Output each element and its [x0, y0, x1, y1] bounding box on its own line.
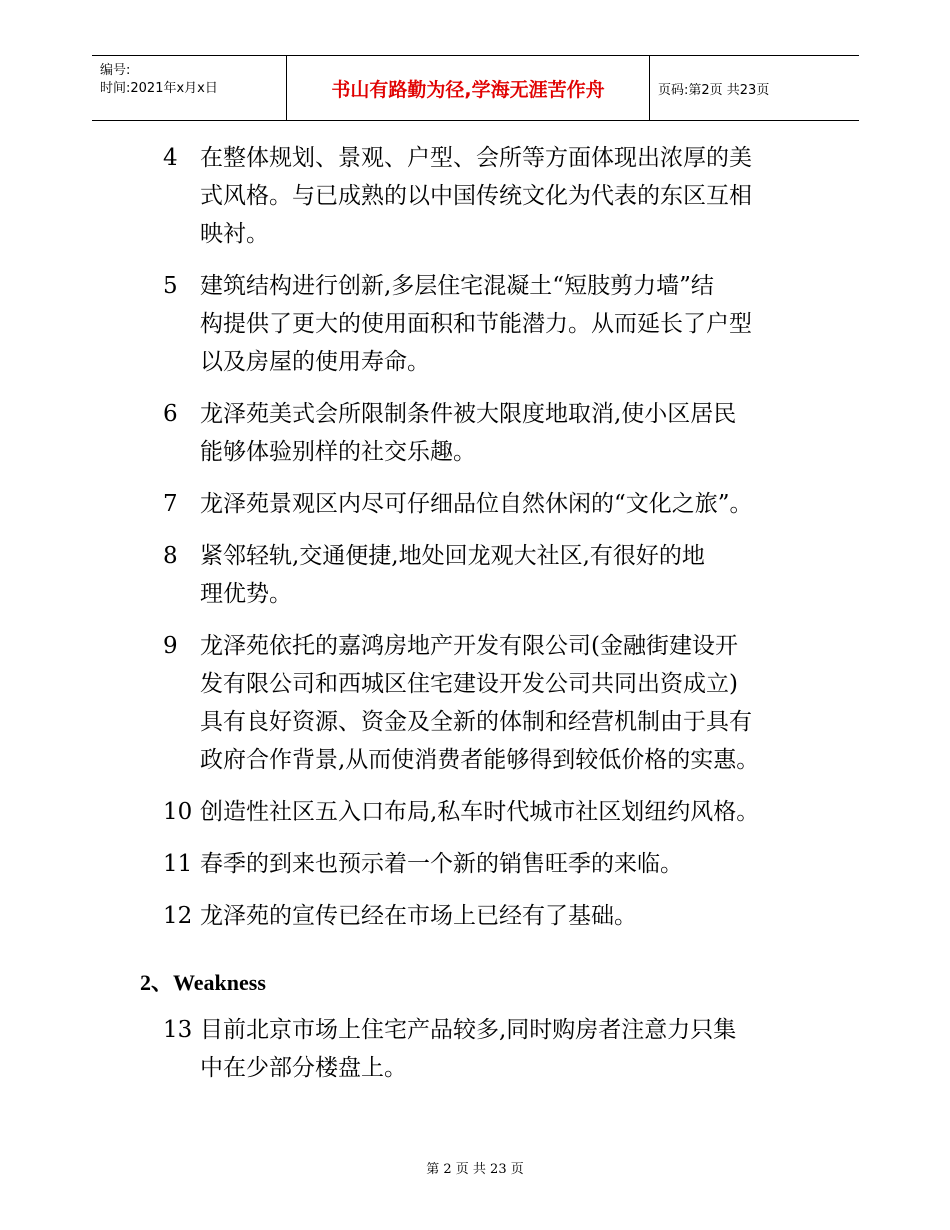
- item-text-line: 建筑结构进行创新,多层住宅混凝土“短肢剪力墙”结: [200, 273, 714, 299]
- item-text-line: 政府合作背景,从而使消费者能够得到较低价格的实惠。: [200, 747, 760, 773]
- item-text-line: 龙泽苑美式会所限制条件被大限度地取消,使小区居民: [200, 401, 737, 427]
- item-text-line: 具有良好资源、资金及全新的体制和经营机制由于具有: [200, 709, 752, 735]
- item-text-line: 创造性社区五入口布局,私车时代城市社区划纽约风格。: [200, 799, 760, 825]
- item-number: 8: [163, 543, 178, 569]
- number-label: 编号:: [100, 63, 131, 78]
- page-footer: 第 2 页 共 23 页: [426, 1162, 524, 1177]
- item-text-line: 以及房屋的使用寿命。: [200, 349, 430, 375]
- item-text-line: 理优势。: [200, 581, 292, 607]
- item-text-line: 构提供了更大的使用面积和节能潜力。从而延长了户型: [200, 311, 752, 337]
- page-header: [92, 55, 859, 121]
- item-number: 7: [163, 491, 178, 517]
- item-text-line: 紧邻轻轨,交通便捷,地处回龙观大社区,有很好的地: [200, 543, 705, 569]
- item-number: 11: [163, 851, 193, 877]
- item-text-line: 龙泽苑景观区内尽可仔细品位自然休闲的“文化之旅”。: [200, 491, 753, 517]
- item-text-line: 发有限公司和西城区住宅建设开发公司共同出资成立): [200, 671, 738, 697]
- item-text-line: 龙泽苑依托的嘉鸿房地产开发有限公司(金融街建设开: [200, 633, 738, 659]
- section-heading-weakness: 2、Weakness: [140, 970, 266, 995]
- item-text-line: 式风格。与已成熟的以中国传统文化为代表的东区互相: [200, 183, 752, 209]
- item-text-line: 映衬。: [200, 221, 269, 247]
- item-number: 6: [163, 401, 178, 427]
- item-text-line: 中在少部分楼盘上。: [200, 1055, 407, 1081]
- item-number: 12: [163, 903, 193, 929]
- item-text-line: 龙泽苑的宣传已经在市场上已经有了基础。: [200, 903, 637, 929]
- time-label: 时间:2021年x月x日: [100, 81, 218, 96]
- item-number: 5: [163, 273, 178, 299]
- item-text-line: 在整体规划、景观、户型、会所等方面体现出浓厚的美: [200, 145, 752, 171]
- header-meta: [92, 56, 286, 120]
- item-number: 4: [163, 145, 178, 171]
- header-page-info: 页码:第2页 共23页: [658, 82, 770, 98]
- item-number: 10: [163, 799, 193, 825]
- item-number: 9: [163, 633, 178, 659]
- header-motto: 书山有路勤为径,学海无涯苦作舟: [286, 56, 650, 120]
- item-text-line: 春季的到来也预示着一个新的销售旺季的来临。: [200, 851, 683, 877]
- item-number: 13: [163, 1017, 193, 1043]
- item-text-line: 目前北京市场上住宅产品较多,同时购房者注意力只集: [200, 1017, 737, 1043]
- item-text-line: 能够体验别样的社交乐趣。: [200, 439, 476, 465]
